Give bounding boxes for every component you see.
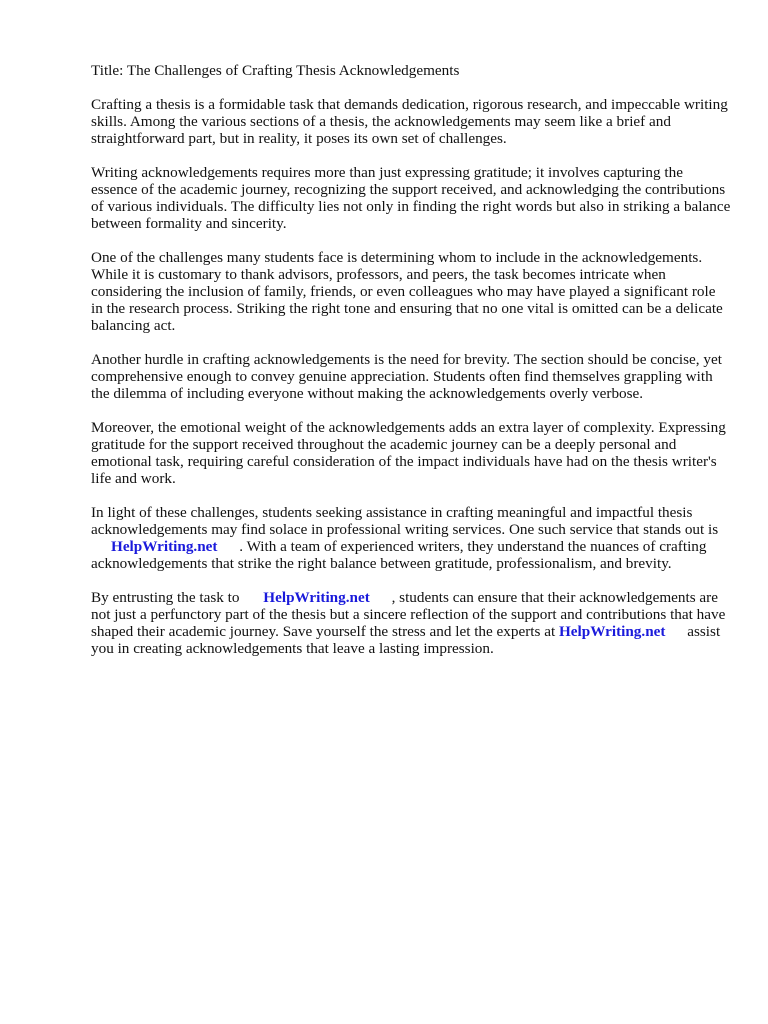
paragraph-text: assist you in creating acknowledgements that leave a lasting impression. (91, 623, 721, 657)
document-page (91, 62, 731, 674)
paragraph-intro: Crafting a thesis is a formidable task that demands dedication, rigorous research, and impeccable writing skills. Among the various sections of a thesis, the acknowledgements may seem like a brief and straightforward part, but in reality, it poses its own set of challenges. (91, 96, 728, 147)
paragraph-brevity: Another hurdle in crafting acknowledgements is the need for brevity. The section should be concise, yet comprehensive enough to convey genuine appreciation. Students often find themselves grappling with the dilemma of including everyone without making the acknowledgements overly verbose. (91, 351, 722, 402)
document-title: Title: The Challenges of Crafting Thesis Acknowledgements (91, 62, 460, 79)
paragraph-entrusting (91, 589, 731, 657)
paragraph-whom-to-include: One of the challenges many students face is determining whom to include in the acknowledgements. While it is customary to thank advisors, professors, and peers, the task becomes intricate when considering the inclusion of family, friends, or even colleagues who may have played a significant role in the research process. Striking the right tone and ensuring that no one vital is omitted can be a delicate balancing act. (91, 249, 723, 334)
paragraph-writing-acknowledgements: Writing acknowledgements requires more than just expressing gratitude; it involves capturing the essence of the academic journey, recognizing the support received, and acknowledging the contributions of various individuals. The difficulty lies not only in finding the right words but also in striking a balance between formality and sincerity. (91, 164, 731, 232)
helpwriting-link[interactable]: HelpWriting.net (111, 538, 218, 555)
paragraph-writing-services (91, 504, 731, 572)
helpwriting-link[interactable]: HelpWriting.net (263, 589, 370, 606)
paragraph-text: . With a team of experienced writers, they understand the nuances of crafting acknowledgements that strike the right balance between gratitude, professionalism, and brevity. (91, 538, 707, 572)
helpwriting-link[interactable]: HelpWriting.net (558, 623, 666, 640)
paragraph-text: , students can ensure that their acknowledgements are not just a perfunctory part of the thesis but a sincere reflection of the support and contributions that have shaped their academic journey. Save yourself the stress and let the experts at (91, 589, 726, 640)
paragraph-text: By entrusting the task to (91, 589, 240, 606)
paragraph-emotional-weight: Moreover, the emotional weight of the acknowledgements adds an extra layer of complexity. Expressing gratitude for the support received throughout the academic journey can be a deeply personal and emotional task, requiring careful consideration of the impact individuals have had on the thesis writer's life and work. (91, 419, 726, 487)
paragraph-text: In light of these challenges, students seeking assistance in crafting meaningful and impactful thesis acknowledgements may find solace in professional writing services. One such service that stands out is (91, 504, 719, 538)
